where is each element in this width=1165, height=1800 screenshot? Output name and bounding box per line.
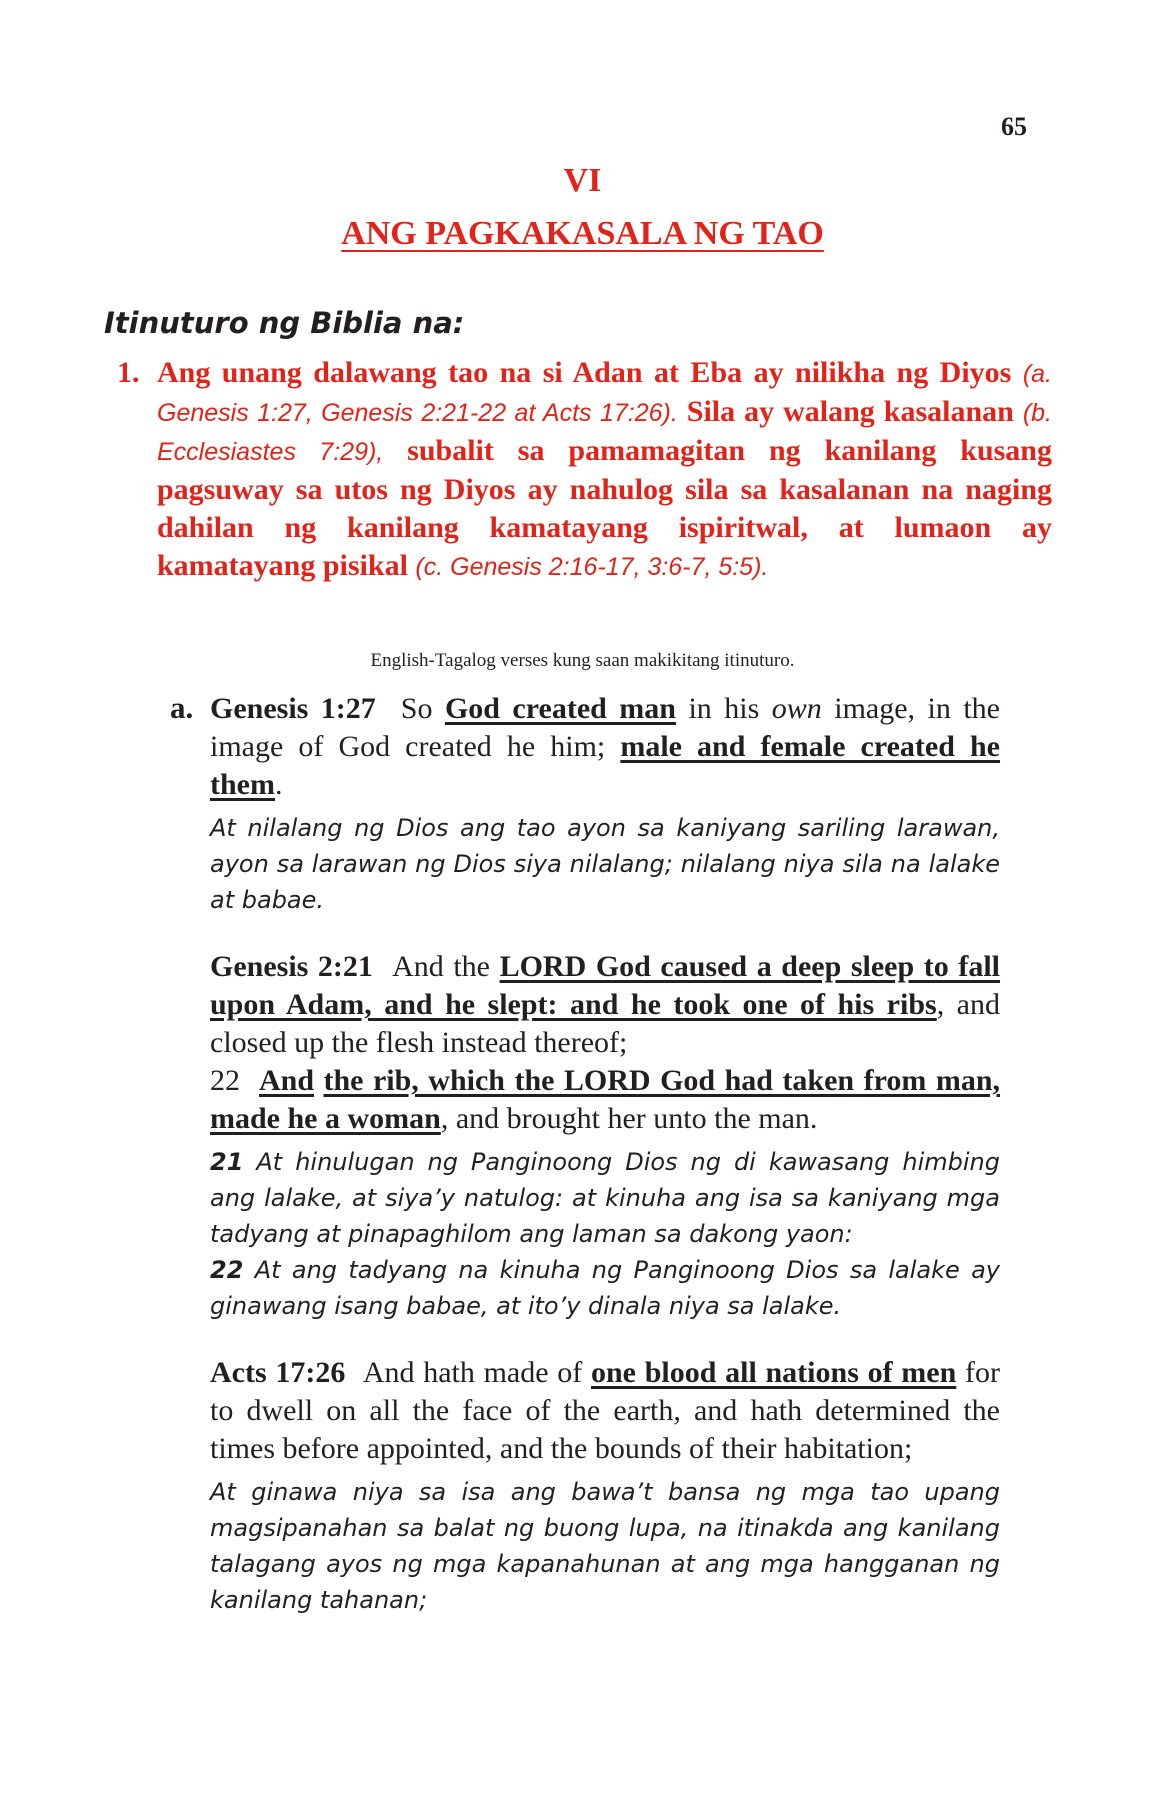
verse-text: in his <box>675 692 772 725</box>
verse-reference: Acts 17:26 <box>210 1356 346 1389</box>
verse-text: And the <box>392 950 500 983</box>
verse-text: And hath made of <box>362 1356 591 1389</box>
emphasized-text: And <box>258 1064 315 1097</box>
point-text: Sila ay walang kasalanan <box>677 395 1023 428</box>
english-verse <box>210 948 1000 1138</box>
verse-text: for to dwell on all the face of the earth, and hath determined the times before appointed, and the bounds of their habitation; <box>210 1356 1000 1465</box>
tagalog-verse: At nilalang ng Dios ang tao ayon sa kaniyang sariling larawan, ayon sa larawan ng Dios siya nilalang; nilalang niya sila na lalake at babae. <box>210 814 1000 914</box>
verse-genesis-2-21 <box>170 948 1000 1324</box>
verse-number: 22 <box>210 1256 244 1284</box>
verse-reference: Genesis 2:21 <box>210 950 373 983</box>
verse-acts-17-26 <box>170 1354 1000 1618</box>
point-body <box>157 354 1052 586</box>
chapter-title-text: ANG PAGKAKASALA NG TAO <box>341 215 824 252</box>
verse-text: . <box>274 768 283 801</box>
page-number: 65 <box>1001 112 1027 141</box>
english-verse <box>210 1354 1000 1468</box>
tagalog-verse <box>210 1144 1000 1324</box>
point-text: subalit sa pamamagitan ng kanilang kusang pagsuway sa utos ng Diyos ay nahulog sila sa kasalanan na naging dahilan ng kanilang kamatayang ispiritwal, at lumaon ay kamatayang pisikal <box>157 434 1052 582</box>
emphasized-text: God created man <box>444 692 676 725</box>
verse-text: image, in the image of God created he him; <box>210 692 1000 763</box>
point-text: Ang unang dalawang tao na si Adan at Eba ay nilikha ng Diyos <box>157 356 1023 389</box>
doctrine-point-1 <box>117 354 1052 586</box>
verse-genesis-1-27 <box>170 690 1000 918</box>
verse-text: , and closed up the flesh instead thereof; <box>210 988 1000 1059</box>
scripture-reference: (c. Genesis 2:16-17, 3:6-7, 5:5). <box>415 553 769 581</box>
verse-label: a. <box>170 690 194 725</box>
verse-text: At ang tadyang na kinuha ng Panginoong Dios sa lalake ay ginawang isang babae, at ito’y dinala niya sa lalake. <box>210 1256 1000 1320</box>
point-number: 1. <box>117 356 140 389</box>
emphasized-text: one blood all nations of men <box>590 1356 957 1389</box>
chapter-number: VI <box>563 162 602 199</box>
verse-list <box>170 690 1000 1618</box>
verse-reference: Genesis 1:27 <box>210 692 376 725</box>
emphasized-text: the rib, which the LORD God had taken from man, made he a woman <box>210 1064 1001 1135</box>
verse-text: So <box>400 692 445 725</box>
verse-number: 21 <box>210 1148 244 1176</box>
chapter-title <box>0 215 1165 253</box>
english-verse <box>210 690 1000 804</box>
emphasized-text: male and female created he them <box>210 730 1000 801</box>
intro-heading: Itinuturo ng Biblia na: <box>104 306 465 340</box>
verses-note: English-Tagalog verses kung saan makikitang itinuturo. <box>370 650 795 671</box>
verse-text: At hinulugan ng Panginoong Dios ng di kawasang himbing ang lalake, at siya’y natulog: at kinuha ang isa sa kaniyang mga tadyang at pinapaghilom ang laman sa dakong yaon: <box>210 1148 1000 1248</box>
verse-text: , and brought her unto the man. <box>440 1102 818 1135</box>
tagalog-verse: At ginawa niya sa isa ang bawa’t bansa ng mga tao upang magsipanahan sa balat ng buong lupa, na itinakda ang kanilang talagang ayos ng mga kapanahunan at ang mga hangganan ng kanilang tahanan; <box>210 1478 1000 1614</box>
verse-number: 22 <box>210 1064 240 1097</box>
scripture-reference: (a. Genesis 1:27, Genesis 2:21-22 at Acts 17:26). <box>157 360 1052 427</box>
italic-word: own <box>771 692 822 725</box>
emphasized-text: LORD God caused a deep sleep to fall upon Adam, and he slept: and he took one of his ribs <box>210 950 1000 1021</box>
scripture-reference: (b. Ecclesiastes 7:29), <box>157 399 1052 466</box>
